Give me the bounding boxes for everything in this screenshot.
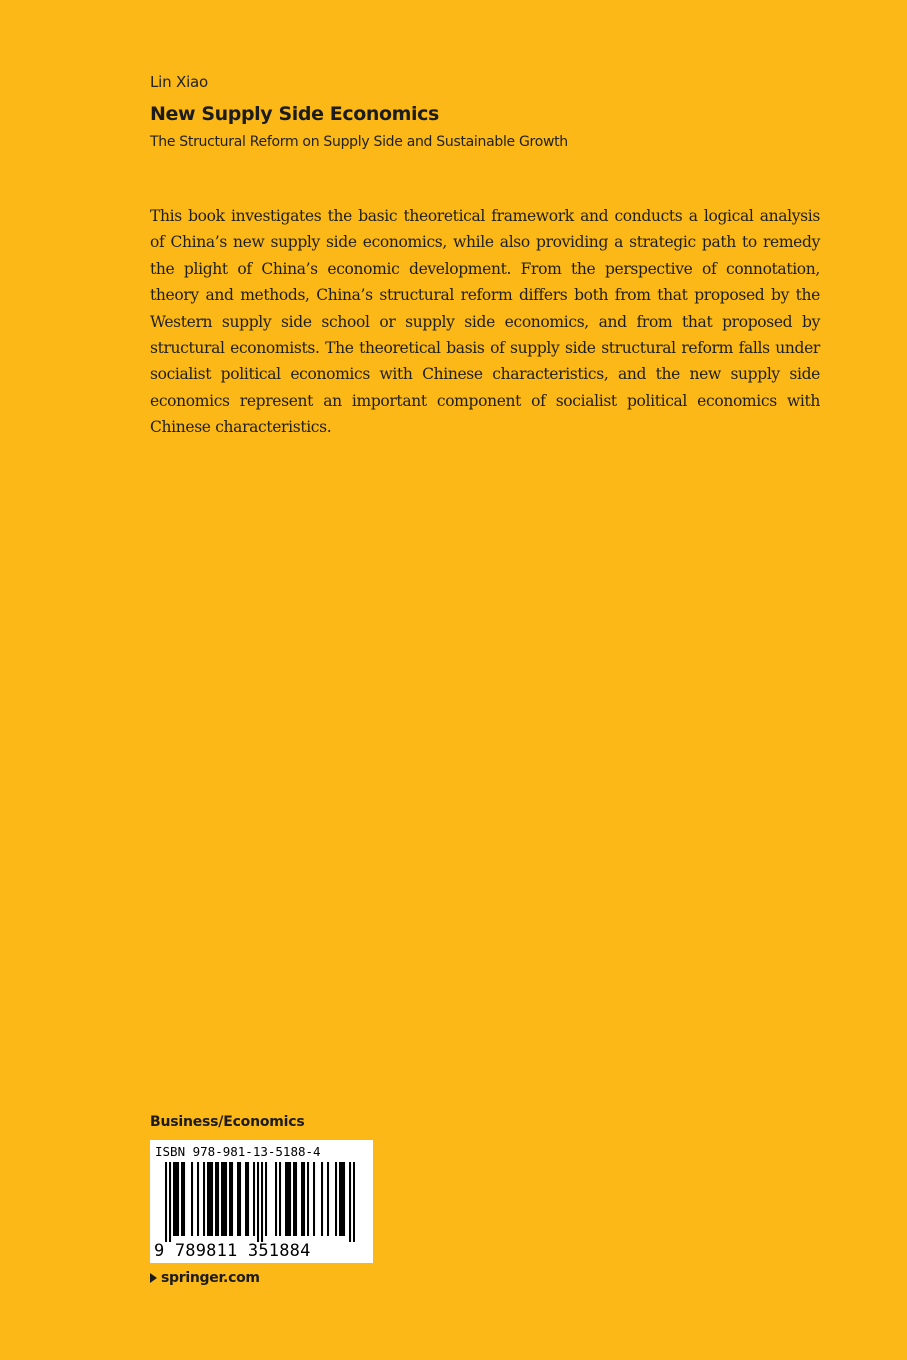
barcode-bar	[247, 1162, 249, 1236]
barcode-bar	[257, 1162, 259, 1242]
barcode-bar	[177, 1162, 179, 1236]
barcode-bar	[253, 1162, 255, 1236]
barcode-bar	[313, 1162, 315, 1236]
barcode-bar	[285, 1162, 287, 1236]
barcode-bar	[327, 1162, 329, 1236]
book-subtitle: The Structural Reform on Supply Side and Sustainable Growth	[150, 134, 568, 150]
barcode-bar	[293, 1162, 295, 1236]
barcode-bar	[197, 1162, 199, 1236]
publisher-link-label: springer.com	[161, 1270, 260, 1286]
barcode-bar	[225, 1162, 227, 1236]
barcode-bar	[207, 1162, 209, 1236]
barcode-bar	[169, 1162, 171, 1242]
barcode-bar	[335, 1162, 337, 1236]
barcode-bar	[237, 1162, 239, 1236]
barcode-bar	[341, 1162, 343, 1236]
barcode-bar	[307, 1162, 309, 1236]
barcode-bar	[349, 1162, 351, 1242]
barcode-bar	[343, 1162, 345, 1236]
barcode-bar	[211, 1162, 213, 1236]
cover-header	[150, 72, 830, 152]
triangle-right-icon	[150, 1273, 157, 1283]
barcode-bar	[183, 1162, 185, 1236]
barcode-bar	[239, 1162, 241, 1236]
barcode-bar	[191, 1162, 193, 1236]
subject-category: Business/Economics	[150, 1114, 305, 1130]
barcode-bar	[301, 1162, 303, 1236]
barcode-bar	[339, 1162, 341, 1236]
barcode-bar	[245, 1162, 247, 1236]
barcode-bar	[215, 1162, 217, 1236]
barcode-panel	[150, 1140, 373, 1263]
barcode-bar	[173, 1162, 175, 1236]
barcode-bar	[261, 1162, 263, 1242]
barcode-bar	[295, 1162, 297, 1236]
barcode-bar	[221, 1162, 223, 1236]
barcode-bar	[279, 1162, 281, 1236]
barcode-bar	[165, 1162, 167, 1242]
book-title: New Supply Side Economics	[150, 103, 439, 125]
author-name: Lin Xiao	[150, 73, 209, 91]
isbn-label: ISBN 978-981-13-5188-4	[155, 1144, 321, 1159]
barcode-bar	[231, 1162, 233, 1236]
ean-digits: 9 789811 351884	[154, 1241, 311, 1261]
barcode-bar	[321, 1162, 323, 1236]
barcode-bar	[209, 1162, 211, 1236]
barcode-bar	[217, 1162, 219, 1236]
barcode-bar	[289, 1162, 291, 1236]
barcode-bar	[181, 1162, 183, 1236]
barcode-bar	[303, 1162, 305, 1236]
barcode-bar	[265, 1162, 267, 1236]
publisher-link[interactable]	[150, 1268, 260, 1288]
barcode-bar	[203, 1162, 205, 1236]
barcode-bar	[229, 1162, 231, 1236]
barcode-bar	[353, 1162, 355, 1242]
barcode-bar	[175, 1162, 177, 1236]
barcode-bar	[287, 1162, 289, 1236]
barcode-bar	[275, 1162, 277, 1236]
barcode-bars	[165, 1162, 355, 1242]
barcode-bar	[223, 1162, 225, 1236]
book-description: This book investigates the basic theoretical framework and conducts a logical analysis of China’s new supply side economics, while also providing a strategic path to remedy the plight of China’s economic development. From the perspective of connotation, theory and methods, China’s structural reform differs both from that proposed by the Western supply side school or supply side economics, and from that proposed by structural economists. The theoretical basis of supply side structural reform falls under socialist political economics with Chinese characteristics, and the new supply side economics represent an important component of socialist political economics with Chinese characteristics.	[150, 207, 820, 437]
